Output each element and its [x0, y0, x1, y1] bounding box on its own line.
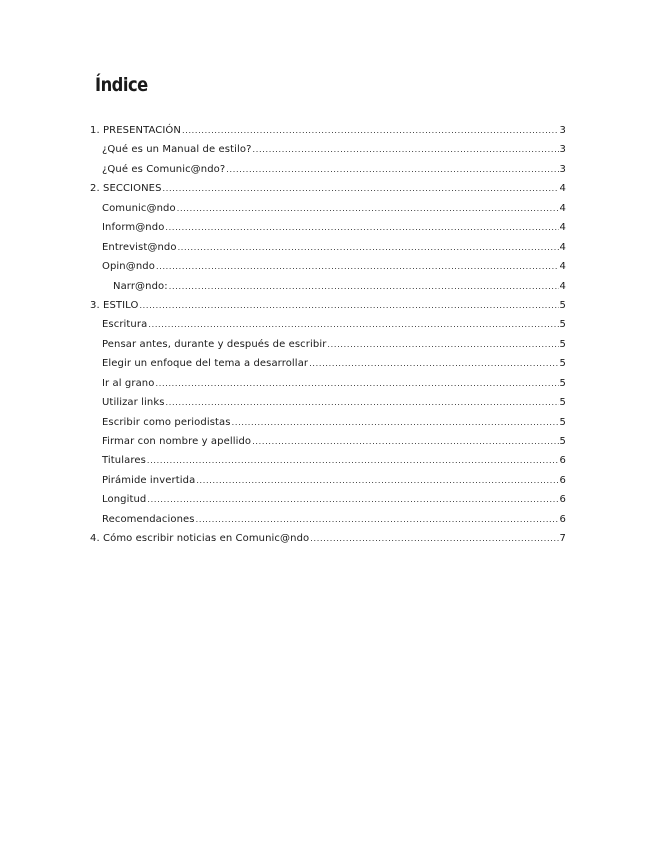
toc-entry-page: 4 [559, 261, 566, 273]
toc-entry[interactable] [90, 413, 566, 432]
toc-entry-page: 3 [559, 125, 566, 136]
toc-entry-page: 5 [559, 319, 566, 331]
dot-leader [226, 160, 558, 179]
toc-entry-label: 4. Cómo escribir noticias en Comunic@ndo [90, 533, 310, 545]
toc-entry[interactable] [90, 471, 566, 490]
toc-entry-label: 2. SECCIONES [90, 183, 162, 195]
toc-entry-label: ¿Qué es un Manual de estilo? [102, 144, 252, 156]
toc-entry-label: Pensar antes, durante y después de escribir [102, 338, 327, 350]
toc-entry[interactable] [90, 257, 566, 276]
toc-entry[interactable] [90, 296, 566, 315]
toc-entry-label: Comunic@ndo [102, 202, 176, 214]
dot-leader [232, 413, 559, 432]
toc-entry-label: Escribir como periodistas [102, 416, 231, 428]
toc-entry-label: Longitud [102, 494, 147, 506]
toc-entry-label: 3. ESTILO [90, 299, 139, 311]
dot-leader [196, 471, 558, 490]
dot-leader [165, 218, 558, 237]
page-title: Índice [95, 74, 148, 96]
toc-entry-page: 4 [559, 280, 566, 292]
toc-entry-page: 5 [559, 338, 566, 350]
toc-entry-page: 6 [559, 513, 566, 525]
toc-entry-label: Escritura [102, 319, 148, 331]
dot-leader [327, 335, 558, 354]
toc-entry-label: ¿Qué es Comunic@ndo? [102, 163, 226, 175]
toc-entry[interactable] [90, 199, 566, 218]
toc-entry[interactable] [90, 140, 566, 159]
dot-leader [147, 451, 559, 470]
toc-entry[interactable] [90, 121, 566, 140]
dot-leader [252, 432, 558, 451]
toc-entry[interactable] [90, 179, 566, 198]
toc-entry-page: 6 [559, 455, 566, 467]
dot-leader [139, 296, 558, 315]
toc-entry[interactable] [90, 529, 566, 548]
toc-entry-page: 5 [559, 377, 566, 389]
toc-entry-label: Elegir un enfoque del tema a desarrollar [102, 358, 309, 370]
toc-entry-label: Entrevist@ndo [102, 241, 177, 253]
toc-entry-label: Inform@ndo [102, 222, 165, 234]
dot-leader [178, 238, 559, 257]
dot-leader [147, 490, 558, 509]
toc-entry-page: 4 [559, 202, 566, 214]
toc-entry[interactable] [90, 160, 566, 179]
dot-leader [166, 393, 559, 412]
toc-entry-page: 5 [559, 416, 566, 428]
toc-entry-label: 1. PRESENTACIÓN [90, 125, 181, 136]
toc-entry-label: Opin@ndo [102, 261, 155, 273]
toc-entry-page: 4 [559, 241, 566, 253]
toc-entry-page: 3 [559, 144, 566, 156]
toc-entry-page: 7 [559, 533, 566, 545]
toc-entry[interactable] [90, 277, 566, 296]
toc-entry[interactable] [90, 374, 566, 393]
toc-entry-page: 5 [559, 436, 566, 447]
dot-leader [156, 257, 559, 276]
toc-entry-label: Titulares [102, 455, 146, 467]
toc-entry-label: Firmar con nombre y apellido [102, 436, 252, 447]
toc-entry-page: 5 [559, 397, 566, 409]
toc-entry[interactable] [90, 432, 566, 451]
toc-entry[interactable] [90, 354, 566, 373]
toc-entry-label: Pirámide invertida [102, 474, 196, 486]
dot-leader [169, 277, 559, 296]
toc-entry-page: 4 [559, 183, 566, 195]
toc-entry[interactable] [90, 218, 566, 237]
toc-entry[interactable] [90, 393, 566, 412]
toc-entry[interactable] [90, 451, 566, 470]
dot-leader [163, 179, 559, 198]
toc-entry-label: Narr@ndo: [113, 280, 168, 292]
toc-entry[interactable] [90, 490, 566, 509]
toc-entry[interactable] [90, 238, 566, 257]
toc-entry[interactable] [90, 335, 566, 354]
toc-entry[interactable] [90, 510, 566, 529]
dot-leader [182, 121, 559, 140]
toc-entry-label: Recomendaciones [102, 513, 195, 525]
dot-leader [148, 315, 558, 334]
dot-leader [309, 354, 558, 373]
dot-leader [177, 199, 559, 218]
toc-entry-page: 5 [559, 358, 566, 370]
dot-leader [155, 374, 558, 393]
toc-entry-page: 5 [559, 299, 566, 311]
toc-entry-page: 4 [559, 222, 566, 234]
toc-entry-page: 3 [559, 163, 566, 175]
dot-leader [196, 510, 559, 529]
toc-entry-label: Ir al grano [102, 377, 155, 389]
table-of-contents [90, 121, 566, 549]
dot-leader [310, 529, 558, 548]
toc-entry[interactable] [90, 315, 566, 334]
toc-entry-label: Utilizar links [102, 397, 165, 409]
toc-entry-page: 6 [559, 474, 566, 486]
dot-leader [253, 140, 559, 159]
toc-entry-page: 6 [559, 494, 566, 506]
